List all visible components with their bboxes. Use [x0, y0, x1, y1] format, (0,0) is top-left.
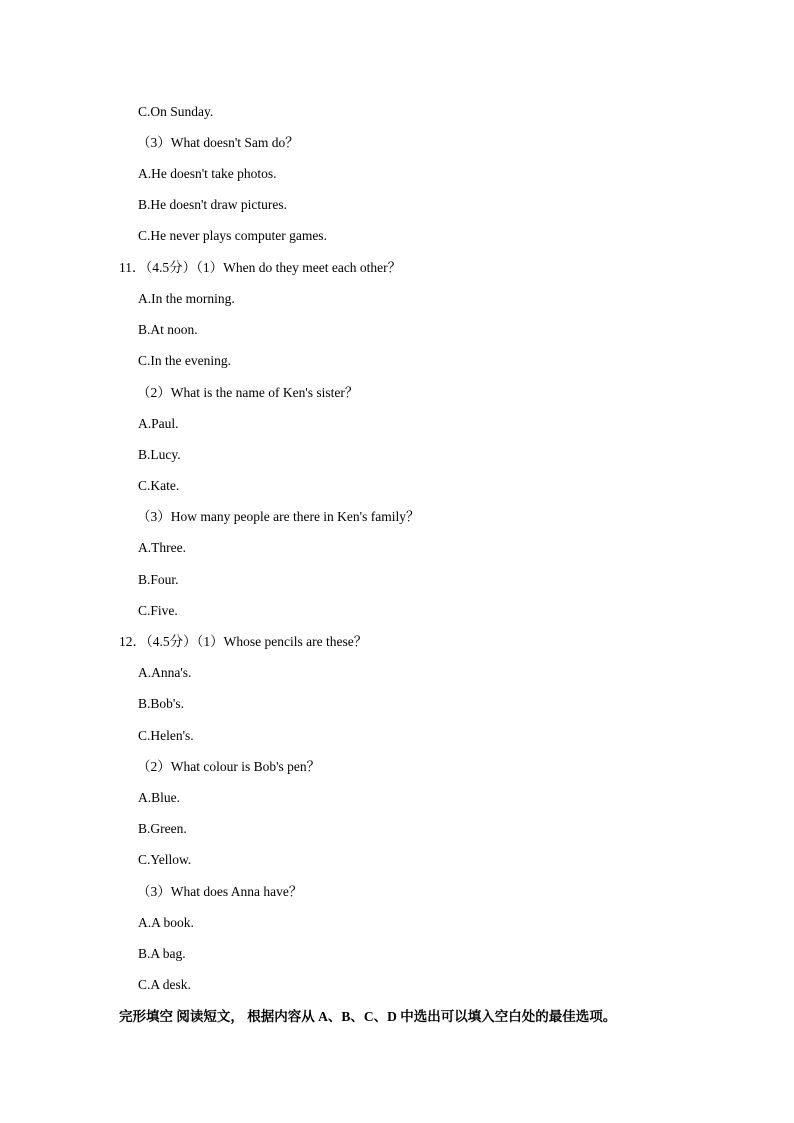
q12-2-option-b: B.Green.	[138, 821, 187, 836]
q11-2-option-c: C.Kate.	[138, 478, 180, 493]
q10-3-option-c: C.He never plays computer games.	[138, 228, 327, 243]
q10-3-option-b: B.He doesn't draw pictures.	[138, 197, 288, 212]
q12-2-option-a: A.Blue.	[138, 790, 180, 805]
q12-2-option-c: C.Yellow.	[138, 852, 192, 867]
q11-1-option-a: A.In the morning.	[138, 291, 235, 306]
question-11-subquestion-1: 11．（4.5分）（1）When do they meet each other？	[119, 260, 402, 275]
q12-3-option-b: B.A bag.	[138, 946, 186, 961]
q11-subquestion-3: （3）How many people are there in Ken's family？	[137, 509, 420, 524]
q10-3-option-a: A.He doesn't take photos.	[138, 166, 277, 181]
q12-subquestion-3: （3）What does Anna have？	[137, 884, 303, 899]
cloze-section-heading: 完形填空 阅读短文， 根据内容从 A、B、C、D 中选出可以填入空白处的最佳选项。	[119, 1009, 617, 1024]
q11-2-option-b: B.Lucy.	[138, 447, 181, 462]
q11-2-option-a: A.Paul.	[138, 416, 179, 431]
q11-subquestion-2: （2）What is the name of Ken's sister？	[137, 385, 359, 400]
q11-1-option-c: C.In the evening.	[138, 353, 231, 368]
q10-3-prev-option-c: C.On Sunday.	[138, 104, 214, 119]
q11-3-option-a: A.Three.	[138, 540, 186, 555]
q12-3-option-c: C.A desk.	[138, 977, 191, 992]
q11-3-option-b: B.Four.	[138, 572, 179, 587]
q12-3-option-a: A.A book.	[138, 915, 194, 930]
q12-subquestion-2: （2）What colour is Bob's pen？	[137, 759, 321, 774]
q12-1-option-a: A.Anna's.	[138, 665, 192, 680]
q11-3-option-c: C.Five.	[138, 603, 178, 618]
q12-1-option-c: C.Helen's.	[138, 728, 194, 743]
q12-1-option-b: B.Bob's.	[138, 696, 184, 711]
q10-subquestion-3: （3）What doesn't Sam do？	[137, 135, 299, 150]
q11-1-option-b: B.At noon.	[138, 322, 198, 337]
question-12-subquestion-1: 12．（4.5分）（1）Whose pencils are these？	[119, 634, 368, 649]
